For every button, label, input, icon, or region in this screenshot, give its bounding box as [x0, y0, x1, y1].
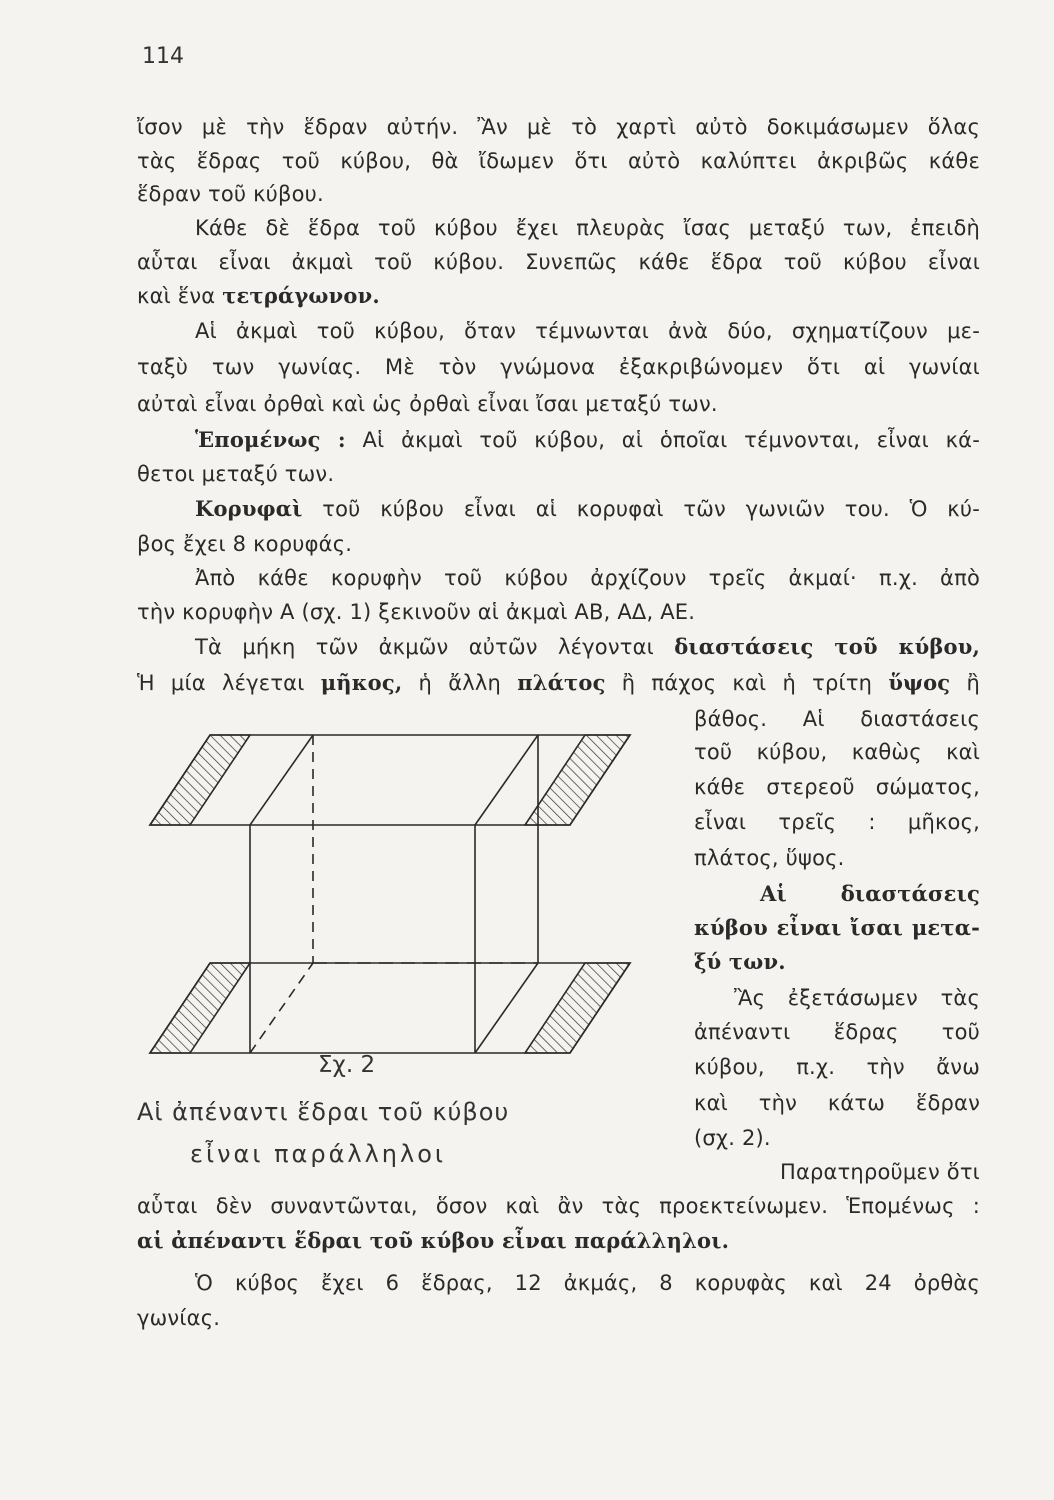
text-line: βος ἔχει 8 κορυφάς. [137, 532, 353, 556]
text-span: Ἡ μία λέγεται [137, 671, 321, 695]
text-line: τὴν κορυφὴν Α (σχ. 1) ξεκινοῦν αἱ ἀκμαὶ ΑΒ, ΑΔ, ΑΕ. [137, 600, 696, 624]
figure-label: Σχ. 2 [318, 1052, 376, 1078]
bold-term: Ἑπομένως : [195, 427, 346, 452]
text-span: Αἱ ἀκμαὶ τοῦ κύβου, αἱ ὁποῖαι τέμνονται, εἶναι κά- [345, 428, 980, 452]
hatch-upper-left [150, 735, 250, 825]
side-text-line: ἀπέναντι ἕδρας τοῦ [694, 1020, 980, 1044]
side-text-line: κάθε στερεοῦ σώματος, [694, 775, 980, 799]
text-line: αἱ ἀπέναντι ἕδραι τοῦ κύβου εἶναι παράλληλοι. [137, 1228, 730, 1253]
text-span: καὶ ἕνα [137, 284, 223, 308]
text-line: Κάθε δὲ ἕδρα τοῦ κύβου ἔχει πλευρὰς ἴσας μεταξύ των, ἐπειδὴ [195, 216, 980, 240]
text-line: αὗται δὲν συναντῶνται, ὅσον καὶ ἂν τὰς προεκτείνωμεν. Ἑπομένως : [137, 1194, 980, 1218]
cube-edge [475, 735, 538, 825]
cube-edge [475, 963, 538, 1053]
text-line [137, 668, 980, 698]
text-line: Ὁ κύβος ἔχει 6 ἕδρας, 12 ἀκμάς, 8 κορυφὰς καὶ 24 ὀρθὰς [195, 1271, 980, 1295]
text-span: Τὰ μήκη τῶν ἀκμῶν αὐτῶν λέγονται [195, 635, 675, 659]
side-text-line: ξύ των. [694, 949, 786, 974]
hatch-upper-right [525, 735, 630, 825]
text-line [137, 494, 980, 524]
text-line: ταξὺ των γωνίας. Μὲ τὸν γνώμονα ἐξακριβώνομεν ὅτι αἱ γωνίαι [137, 355, 980, 379]
bold-term: ὕψος [888, 670, 951, 695]
hatch-lower-right [525, 963, 630, 1053]
text-line: Παρατηροῦμεν ὅτι [779, 1160, 980, 1184]
figure-parallel-faces [140, 725, 640, 1075]
bold-term: μῆκος, [320, 670, 403, 695]
text-line [137, 425, 980, 455]
bold-term: πλάτος [517, 670, 606, 695]
hatch-lower-left [150, 963, 250, 1053]
text-span: ἡ ἄλλη [402, 671, 518, 695]
text-line: Ἀπὸ κάθε κορυφὴν τοῦ κύβου ἀρχίζουν τρεῖς ἀκμαί· π.χ. ἀπὸ [195, 566, 980, 590]
side-text-line: κύβου εἶναι ἴσαι μετα- [694, 915, 980, 940]
text-line [137, 632, 980, 662]
cube-edge [250, 735, 313, 825]
side-text-line: (σχ. 2). [694, 1126, 771, 1150]
text-span: ἢ [950, 671, 980, 695]
text-span: τοῦ κύβου εἶναι αἱ κορυφαὶ τῶν γωνιῶν του. Ὁ κύ- [302, 497, 980, 521]
cube-edge-hidden [250, 963, 313, 1053]
side-text-line: τοῦ κύβου, καθὼς καὶ [694, 740, 980, 764]
side-text-line: Ἂς ἐξετάσωμεν τὰς [734, 986, 980, 1010]
text-line: αὐταὶ εἶναι ὀρθαὶ καὶ ὡς ὀρθαὶ εἶναι ἴσαι μεταξύ των. [137, 392, 718, 416]
figure-caption: Αἱ ἀπέναντι ἕδραι τοῦ κύβου [137, 1098, 510, 1126]
text-span: ἢ πάχος καὶ ἡ τρίτη [605, 671, 889, 695]
text-line: θετοι μεταξύ των. [137, 462, 335, 486]
text-line [137, 281, 980, 311]
bold-term: Κορυφαὶ [195, 496, 303, 521]
text-line: Αἱ ἀκμαὶ τοῦ κύβου, ὅταν τέμνωνται ἀνὰ δύο, σχηματίζουν με- [195, 319, 980, 343]
side-text-line: εἶναι τρεῖς : μῆκος, [694, 810, 980, 834]
bold-term: τετράγωνον. [222, 283, 380, 308]
side-text-line: κύβου, π.χ. τὴν ἄνω [694, 1055, 980, 1079]
text-line: ἕδραν τοῦ κύβου. [137, 182, 324, 206]
side-text-line: πλάτος, ὕψος. [694, 846, 845, 870]
side-text-line: βάθος. Αἱ διαστάσεις [694, 707, 980, 731]
text-line: τὰς ἕδρας τοῦ κύβου, θὰ ἴδωμεν ὅτι αὐτὸ καλύπτει ἀκριβῶς κάθε [137, 149, 980, 173]
bold-term: διαστάσεις τοῦ κύβου, [674, 634, 980, 659]
text-line: αὗται εἶναι ἀκμαὶ τοῦ κύβου. Συνεπῶς κάθε ἕδρα τοῦ κύβου εἶναι [137, 250, 980, 274]
figure-caption: εἶναι παράλληλοι [190, 1140, 447, 1168]
side-text-line: καὶ τὴν κάτω ἕδραν [694, 1091, 980, 1115]
page-number: 114 [142, 44, 184, 69]
text-line: γωνίας. [137, 1306, 221, 1330]
side-text-line: Αἱ διαστάσεις [760, 881, 980, 906]
text-line: ἴσον μὲ τὴν ἕδραν αὐτήν. Ἂν μὲ τὸ χαρτὶ αὐτὸ δοκιμάσωμεν ὅλας [137, 115, 980, 139]
